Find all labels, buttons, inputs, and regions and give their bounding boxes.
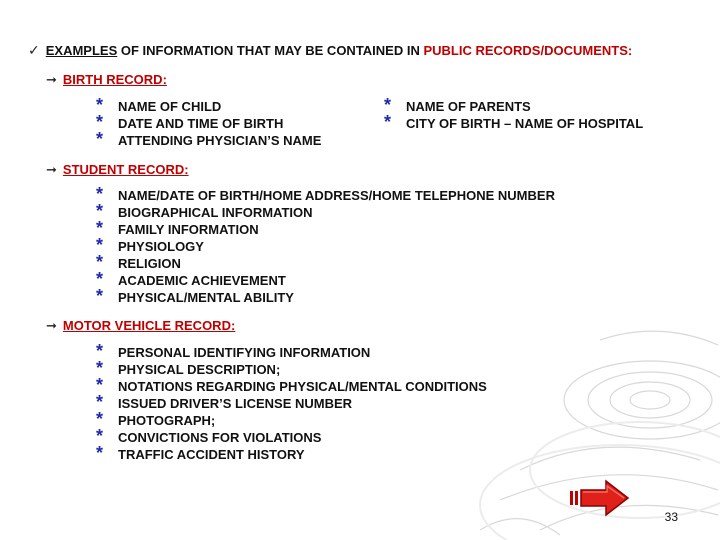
asterisk-bullet-icon: * bbox=[384, 112, 392, 132]
right-arrow-icon-bar bbox=[570, 491, 573, 505]
list-item: * CITY OF BIRTH – NAME OF HOSPITAL bbox=[384, 112, 644, 132]
asterisk-bullet-icon: * bbox=[96, 95, 104, 115]
student-record-list bbox=[96, 184, 555, 306]
list-item: * ISSUED DRIVER’S LICENSE NUMBER bbox=[96, 392, 353, 412]
asterisk-bullet-icon: * bbox=[96, 201, 104, 221]
asterisk-bullet-icon: * bbox=[96, 252, 104, 272]
asterisk-bullet-icon: * bbox=[96, 358, 104, 378]
list-item: * PERSONAL IDENTIFYING INFORMATION bbox=[96, 341, 371, 361]
next-slide-button[interactable] bbox=[568, 478, 630, 518]
asterisk-bullet-icon: * bbox=[96, 235, 104, 255]
heading-middle: OF INFORMATION THAT MAY BE CONTAINED IN bbox=[117, 43, 424, 58]
heading-examples: EXAMPLES bbox=[45, 43, 118, 58]
asterisk-bullet-icon: * bbox=[384, 95, 392, 115]
asterisk-bullet-icon: * bbox=[96, 112, 104, 132]
list-item: * ACADEMIC ACHIEVEMENT bbox=[96, 269, 286, 289]
list-item: * NOTATIONS REGARDING PHYSICAL/MENTAL CONDITIONS bbox=[96, 375, 487, 395]
asterisk-bullet-icon: * bbox=[96, 129, 104, 149]
asterisk-bullet-icon: * bbox=[96, 426, 104, 446]
asterisk-bullet-icon: * bbox=[96, 341, 104, 361]
arrow-bullet-icon: ➞ bbox=[46, 318, 57, 333]
list-item: * BIOGRAPHICAL INFORMATION bbox=[96, 201, 313, 221]
heading-public-records: PUBLIC RECORDS/DOCUMENTS: bbox=[423, 43, 633, 58]
right-arrow-icon bbox=[581, 481, 628, 515]
list-item: * RELIGION bbox=[96, 252, 181, 272]
arrow-bullet-icon: ➞ bbox=[46, 72, 57, 87]
asterisk-bullet-icon: * bbox=[96, 443, 104, 463]
list-item: * NAME OF PARENTS bbox=[384, 95, 531, 115]
list-item: * PHOTOGRAPH; bbox=[96, 409, 216, 429]
list-item: * NAME OF CHILD bbox=[96, 95, 222, 115]
asterisk-bullet-icon: * bbox=[96, 375, 104, 395]
student-record-title: ➞ STUDENT RECORD: bbox=[46, 162, 189, 177]
list-item: * DATE AND TIME OF BIRTH bbox=[96, 112, 284, 132]
slide-heading bbox=[28, 42, 632, 59]
motor-vehicle-record-list bbox=[96, 341, 487, 463]
asterisk-bullet-icon: * bbox=[96, 218, 104, 238]
check-icon: ✓ bbox=[28, 42, 40, 58]
list-item: * TRAFFIC ACCIDENT HISTORY bbox=[96, 443, 305, 463]
list-item: * PHYSICAL DESCRIPTION; bbox=[96, 358, 281, 378]
asterisk-bullet-icon: * bbox=[96, 184, 104, 204]
list-item: * PHYSICAL/MENTAL ABILITY bbox=[96, 286, 294, 306]
motor-vehicle-record-title: ➞ MOTOR VEHICLE RECORD: bbox=[46, 318, 236, 333]
list-item: * FAMILY INFORMATION bbox=[96, 218, 259, 238]
arrow-bullet-icon: ➞ bbox=[46, 162, 57, 177]
asterisk-bullet-icon: * bbox=[96, 286, 104, 306]
birth-record-list-right bbox=[384, 95, 644, 132]
asterisk-bullet-icon: * bbox=[96, 409, 104, 429]
page-number: 33 bbox=[664, 510, 678, 524]
birth-record-title: ➞ BIRTH RECORD: bbox=[46, 72, 167, 87]
asterisk-bullet-icon: * bbox=[96, 269, 104, 289]
list-item: * CONVICTIONS FOR VIOLATIONS bbox=[96, 426, 322, 446]
asterisk-bullet-icon: * bbox=[96, 392, 104, 412]
birth-record-list-left bbox=[96, 95, 322, 149]
list-item: * NAME/DATE OF BIRTH/HOME ADDRESS/HOME TELEPHONE NUMBER bbox=[96, 184, 555, 204]
list-item: * PHYSIOLOGY bbox=[96, 235, 204, 255]
list-item: * ATTENDING PHYSICIAN’S NAME bbox=[96, 129, 322, 149]
